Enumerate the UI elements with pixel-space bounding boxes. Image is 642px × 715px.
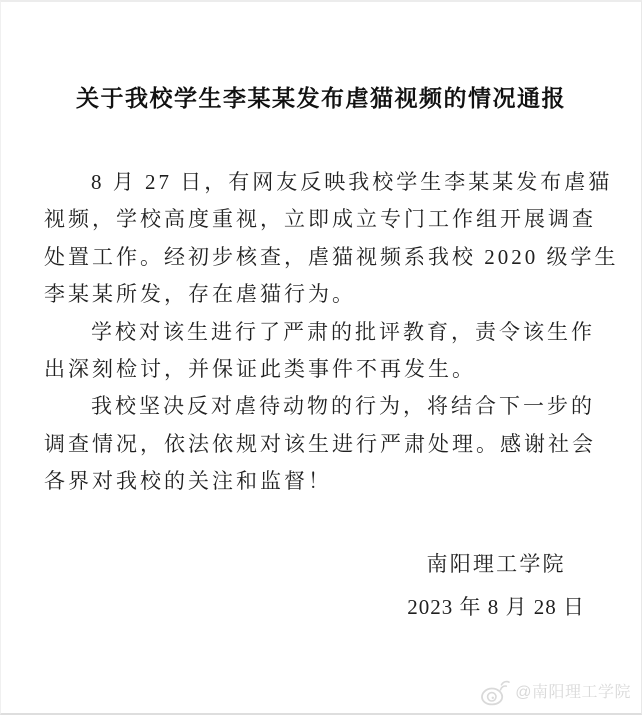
watermark-handle: @南阳理工学院 xyxy=(515,684,631,701)
body-line: 学校对该生进行了严肃的批评教育，责令该生作 xyxy=(91,319,595,344)
notice-title: 关于我校学生李某某发布虐猫视频的情况通报 xyxy=(76,85,566,111)
signer-name: 南阳理工学院 xyxy=(426,552,566,576)
body-line: 处置工作。经初步核查，虐猫视频系我校 2020 级学生 xyxy=(44,244,619,269)
body-line: 调查情况，依法依规对该生进行严肃处理。感谢社会 xyxy=(44,431,596,456)
body-line: 出深刻检讨，并保证此类事件不再发生。 xyxy=(44,356,476,381)
weibo-watermark xyxy=(480,680,631,706)
body-line: 视频，学校高度重视，立即成立专门工作组开展调查 xyxy=(44,207,596,232)
body-line: 8 月 27 日，有网友反映我校学生李某某发布虐猫 xyxy=(91,170,613,194)
body-line: 李某某所发，存在虐猫行为。 xyxy=(44,282,356,307)
weibo-icon xyxy=(480,680,510,706)
body-line: 我校坚决反对虐待动物的行为，将结合下一步的 xyxy=(91,394,595,419)
body-line: 各界对我校的关注和监督！ xyxy=(44,469,332,494)
notice-body xyxy=(44,164,619,501)
notice-date: 2023 年 8 月 28 日 xyxy=(407,595,585,619)
signature-block xyxy=(407,543,585,629)
